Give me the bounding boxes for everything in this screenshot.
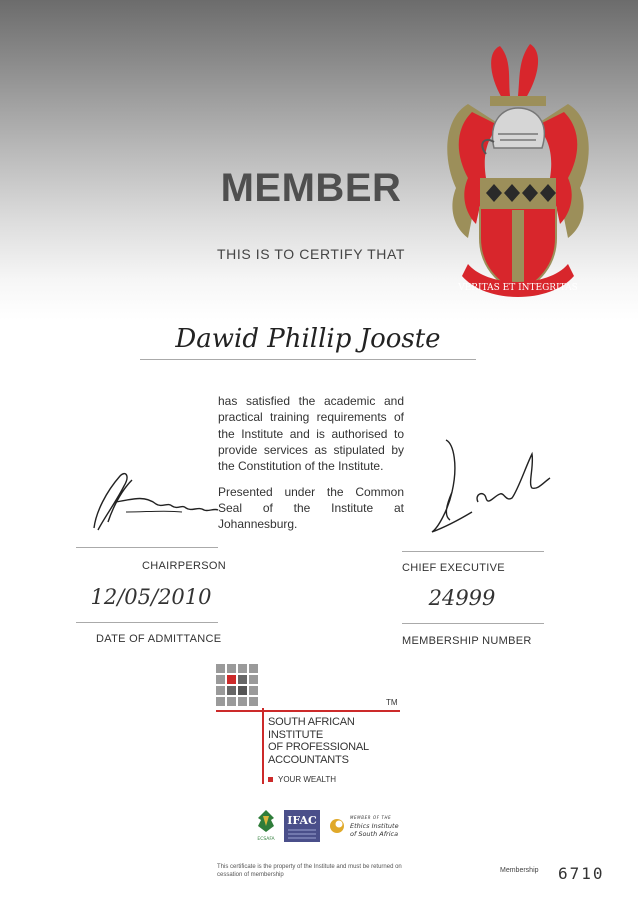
institute-name-line: ACCOUNTANTS [268,753,349,766]
coat-of-arms-icon [438,38,598,308]
chief-executive-label: CHIEF EXECUTIVE [402,562,505,574]
chief-executive-rule [402,551,544,552]
ecsafa-label: ECSAFA [257,837,275,842]
date-rule [76,622,218,623]
admittance-date: 12/05/2010 [90,585,212,609]
ethics-institute-logo [328,812,402,842]
saipa-grid-logo [216,664,258,706]
saipa-vertical-line [262,708,264,784]
institute-name-line: OF PROFESSIONAL [268,741,369,753]
institute-tagline [268,775,336,784]
holder-name: Dawid Phillip Jooste [175,324,441,354]
ifac-logo [284,810,320,842]
ethics-member-of: MEMBER OF THE [350,815,392,820]
institute-name [268,716,408,766]
property-note: This certificate is the property of the Institute and must be returned on cessation of membership [217,864,402,878]
tagline-square-icon [268,777,273,782]
chief-executive-signature [428,436,553,536]
membership-number: 24999 [428,586,496,610]
ifac-label: IFAC [287,814,317,827]
certify-line: THIS IS TO CERTIFY THAT [216,246,406,262]
trademark-mark: TM [386,698,398,707]
tagline-text: YOUR WEALTH [278,775,337,784]
institute-name-line: SOUTH AFRICAN INSTITUTE [268,716,355,741]
ethics-name-line: Ethics Institute [350,822,399,830]
membership-footer-label: Membership [500,867,539,874]
certificate-heading: MEMBER [220,166,402,210]
ecsafa-logo [254,808,278,842]
chairperson-signature [86,462,221,534]
chairperson-rule [76,547,218,548]
membership-number-label: MEMBERSHIP NUMBER [402,635,532,647]
membership-footer-number: 6710 [558,864,605,883]
date-of-admittance-label: DATE OF ADMITTANCE [96,633,222,645]
chairperson-label: CHAIRPERSON [142,560,226,572]
crest-motto: VERITAS ET INTEGRITAS [458,283,578,293]
number-rule [402,623,544,624]
certification-text: has satisfied the academic and practical training requirements of the Institute and is authorised to provide services as stipulated by the Constitution of the Institute. [218,394,404,474]
seal-text: Presented under the Common Seal of the Institute at Johannesburg. [218,485,404,531]
ethics-name-line: of South Africa [350,830,399,838]
saipa-horizontal-line [216,710,400,712]
name-rule [140,359,476,360]
